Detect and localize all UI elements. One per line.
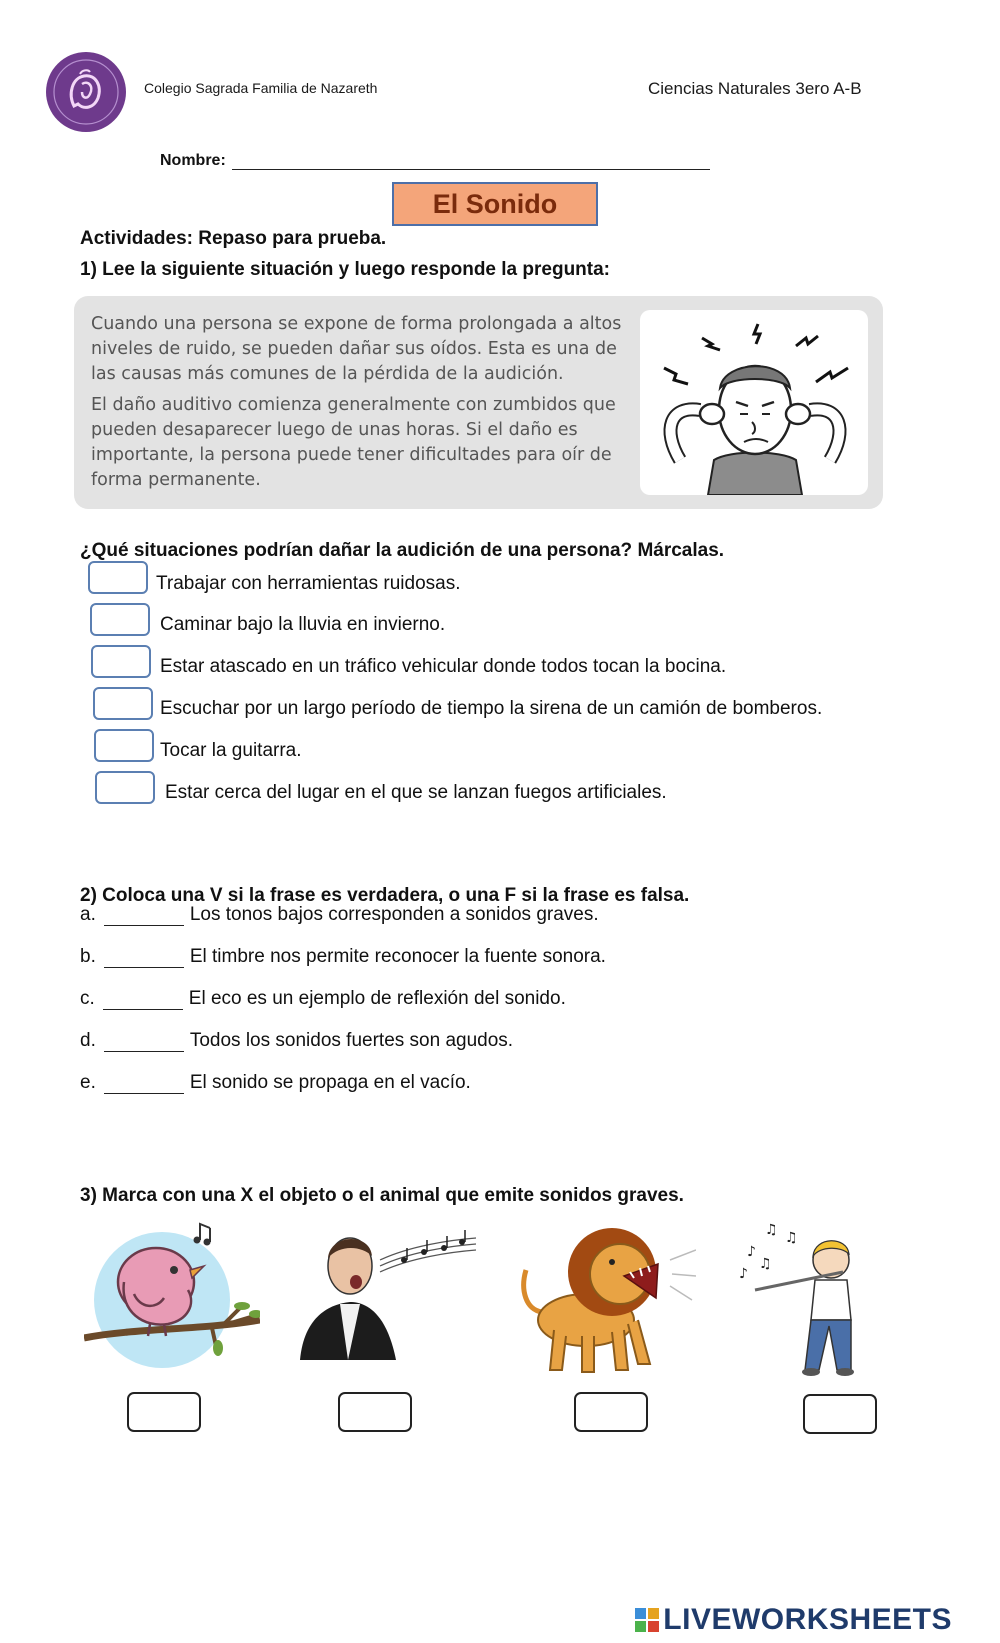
answer-box-singer[interactable] bbox=[338, 1392, 412, 1432]
flute-player-image bbox=[735, 1220, 911, 1380]
option-checkbox[interactable] bbox=[91, 645, 151, 678]
option-checkbox[interactable] bbox=[94, 729, 154, 762]
option-checkbox[interactable] bbox=[90, 603, 150, 636]
subject-label: Ciencias Naturales 3ero A-B bbox=[648, 79, 862, 98]
true-false-item bbox=[80, 904, 599, 926]
answer-blank[interactable] bbox=[104, 949, 184, 968]
option-label: Estar cerca del lugar en el que se lanzan fuegos artificiales. bbox=[165, 782, 667, 803]
item-letter: e. bbox=[80, 1072, 96, 1093]
svg-text:♫: ♫ bbox=[785, 1230, 798, 1246]
answer-box-lion[interactable] bbox=[574, 1392, 648, 1432]
question3-prompt: 3) Marca con una X el objeto o el animal que emite sonidos graves. bbox=[80, 1185, 684, 1206]
activities-heading: Actividades: Repaso para prueba. bbox=[80, 228, 387, 249]
noise-illustration-card bbox=[640, 310, 868, 495]
svg-text:♪: ♪ bbox=[747, 1244, 756, 1260]
bird-image bbox=[84, 1220, 260, 1380]
liveworksheets-brand[interactable] bbox=[634, 1603, 952, 1637]
item-text: Todos los sonidos fuertes son agudos. bbox=[189, 1030, 514, 1051]
answer-box-flute-player[interactable] bbox=[803, 1394, 877, 1434]
item-text: Los tonos bajos corresponden a sonidos graves. bbox=[189, 904, 599, 925]
svg-text:♫: ♫ bbox=[759, 1256, 772, 1272]
svg-text:♫: ♫ bbox=[765, 1222, 778, 1238]
school-logo bbox=[44, 50, 128, 134]
svg-text:♪: ♪ bbox=[739, 1266, 748, 1282]
answer-blank[interactable] bbox=[103, 991, 183, 1010]
liveworksheets-icon bbox=[634, 1607, 660, 1633]
item-text: El timbre nos permite reconocer la fuente sonora. bbox=[189, 946, 606, 967]
title-banner bbox=[392, 182, 598, 226]
covering-ears-illustration bbox=[640, 310, 868, 495]
brand-text: LIVEWORKSHEETS bbox=[663, 1603, 952, 1636]
answer-box-bird[interactable] bbox=[127, 1392, 201, 1432]
true-false-item bbox=[80, 1072, 471, 1094]
item-letter: b. bbox=[80, 946, 96, 967]
name-label: Nombre: bbox=[160, 152, 226, 169]
question1-prompt: 1) Lee la siguiente situación y luego responde la pregunta: bbox=[80, 259, 610, 280]
item-text: El eco es un ejemplo de reflexión del sonido. bbox=[188, 988, 566, 1009]
option-label: Tocar la guitarra. bbox=[160, 740, 302, 761]
opera-singer-image bbox=[300, 1220, 476, 1380]
question1-question: ¿Qué situaciones podrían dañar la audición de una persona? Márcalas. bbox=[80, 540, 725, 561]
name-field[interactable] bbox=[160, 152, 710, 170]
reading-paragraph-2: El daño auditivo comienza generalmente con zumbidos que pueden desaparecer luego de unas horas. Si el daño es importante, la persona puede tener dificultades para oír de forma permanente. bbox=[91, 395, 616, 490]
option-checkbox[interactable] bbox=[93, 687, 153, 720]
item-text: El sonido se propaga en el vacío. bbox=[189, 1072, 471, 1093]
option-label: Escuchar por un largo período de tiempo la sirena de un camión de bomberos. bbox=[160, 698, 823, 719]
option-label: Caminar bajo la lluvia en invierno. bbox=[160, 614, 446, 635]
item-letter: d. bbox=[80, 1030, 96, 1051]
page-title: El Sonido bbox=[432, 188, 558, 219]
option-checkbox[interactable] bbox=[95, 771, 155, 804]
item-letter: c. bbox=[80, 988, 95, 1009]
true-false-item bbox=[80, 988, 566, 1010]
school-name: Colegio Sagrada Familia de Nazareth bbox=[144, 80, 378, 96]
option-checkbox[interactable] bbox=[88, 561, 148, 594]
option-label: Trabajar con herramientas ruidosas. bbox=[156, 573, 461, 594]
true-false-item bbox=[80, 1030, 513, 1052]
question2-prompt: 2) Coloca una V si la frase es verdadera, o una F si la frase es falsa. bbox=[80, 885, 690, 906]
true-false-item bbox=[80, 946, 606, 968]
answer-blank[interactable] bbox=[104, 1075, 184, 1094]
reading-paragraph-1: Cuando una persona se expone de forma prolongada a altos niveles de ruido, se pueden dañar sus oídos. Esta es una de las causas más comunes de la pérdida de la audición. bbox=[91, 314, 622, 384]
option-label: Estar atascado en un tráfico vehicular donde todos tocan la bocina. bbox=[160, 656, 727, 677]
answer-blank[interactable] bbox=[104, 1033, 184, 1052]
answer-blank[interactable] bbox=[104, 907, 184, 926]
lion-image bbox=[520, 1220, 696, 1380]
item-letter: a. bbox=[80, 904, 96, 925]
name-line[interactable] bbox=[232, 153, 710, 170]
